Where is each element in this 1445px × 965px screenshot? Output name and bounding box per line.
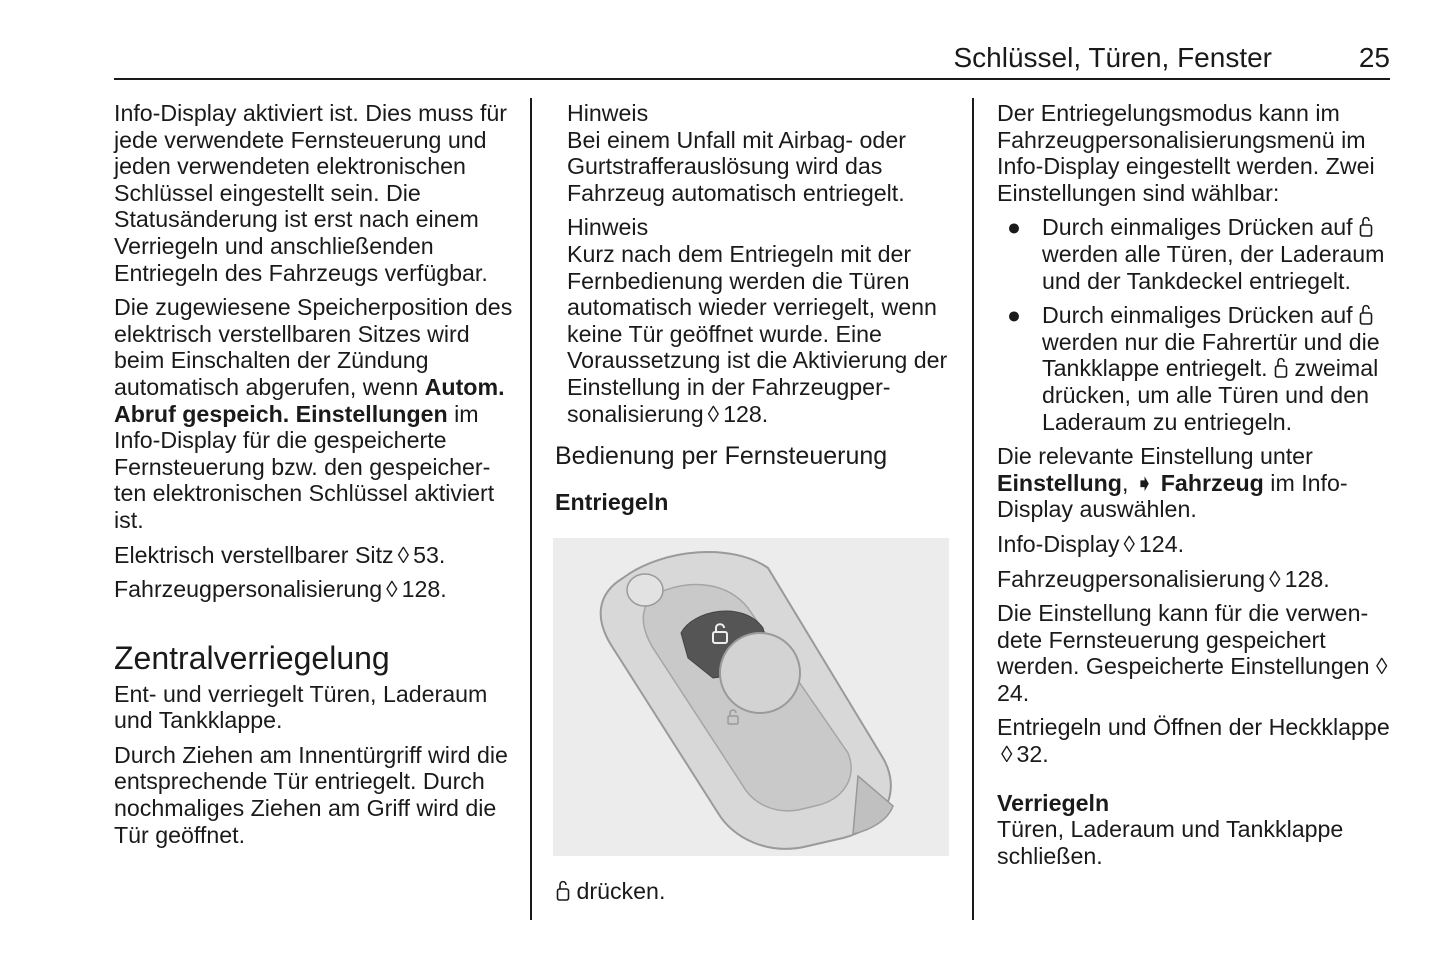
caption-text: drücken.: [576, 878, 666, 904]
text: Entriegeln und Öffnen der Heckklappe: [997, 714, 1390, 741]
ui-label: Autom. Abruf gespeich. Einstellungen: [114, 373, 505, 427]
paragraph: [114, 294, 514, 533]
text: werden alle Türen, der Laderaum und der Tankdeckel entriegelt.: [1042, 240, 1385, 294]
cross-reference[interactable]: [114, 542, 514, 569]
ui-label: Fahrzeug: [1160, 469, 1264, 496]
column-2: [555, 100, 957, 524]
ref-icon: ◊: [1001, 741, 1013, 768]
hint-text: [567, 241, 957, 427]
page-ref: 32.: [1016, 741, 1049, 768]
ref-icon: ◊: [397, 541, 410, 568]
unlock-icon: [556, 880, 570, 902]
hint-box: [567, 214, 957, 427]
paragraph: Türen, Laderaum und Tankklappe schließen.: [997, 816, 1344, 869]
page-ref: 128.: [723, 400, 769, 427]
text: Elektrisch verstellbarer Sitz: [114, 541, 394, 568]
separator: ,: [1121, 469, 1129, 496]
ref-icon: ◊: [386, 576, 398, 603]
unlock-icon: [1274, 357, 1288, 379]
ref-icon: ◊: [1123, 530, 1135, 557]
text: im Info-Display für die gespeicherte Fernsteuerung bzw. den gespeicherten elektronischen Schlüssel aktiviert ist.: [114, 400, 495, 533]
text: im Info-Display auswählen.: [997, 469, 1348, 523]
unlock-icon: [1359, 216, 1373, 238]
paragraph: [997, 600, 1395, 706]
column-divider: [530, 98, 532, 920]
ref-icon: ◊: [707, 400, 720, 427]
text: Die relevante Einstellung unter: [997, 443, 1313, 470]
page-ref: 128.: [401, 576, 447, 603]
hint-box: [567, 100, 957, 206]
list-item: [997, 214, 1395, 294]
page-ref: 124.: [1138, 530, 1185, 557]
text: Fahrzeugpersonalisierung: [114, 576, 383, 603]
text: Die zugewiesene Speicherposition des elektrisch verstellbaren Sitzes wird beim Einschalten der Zündung automatisch abgerufen, wenn: [114, 294, 513, 400]
text: Durch einmaliges Drücken auf: [1042, 214, 1353, 241]
column-divider: [972, 98, 974, 920]
page-title: Schlüssel, Türen, Fenster: [953, 42, 1272, 73]
text: werden nur die Fahrertür und die Tankklappe entriegelt.: [1042, 328, 1380, 382]
paragraph: [997, 443, 1395, 523]
bullet-icon: ●: [1007, 302, 1022, 329]
paragraph: Info-Display aktiviert ist. Dies muss für jede verwendete Fernsteuerung und jeden verwendeten elektronischen Schlüssel eingestellt sein. Die Statusänderung ist erst nach einem Verriegeln und anschließenden Entriegeln des Fahrzeugs verfügbar.: [114, 100, 507, 286]
list-item: [997, 302, 1395, 435]
paragraph: Durch Ziehen am Innentürgriff wird die entsprechende Tür entriegelt. Durch nochmaliges Ziehen am Griff wird die Tür geöffnet.: [114, 741, 508, 848]
page-ref: 24.: [997, 679, 1030, 706]
unlock-icon: [1359, 304, 1373, 326]
text: zweimal drücken, um alle Türen und den Laderaum zu entriegeln.: [1042, 355, 1379, 435]
sub-heading: Entriegeln: [555, 489, 669, 516]
cross-reference[interactable]: [997, 531, 1395, 558]
page-header: [114, 38, 1390, 80]
subsection-heading: Bedienung per Fernsteuerung: [555, 442, 888, 471]
menu-arrow-icon: ➧: [1134, 469, 1155, 496]
bullet-icon: ●: [1007, 214, 1022, 241]
text: Fahrzeugpersonalisierung: [997, 565, 1266, 592]
text: Info-Display: [997, 530, 1120, 557]
ui-label: Einstellung: [997, 469, 1122, 496]
ref-icon: ◊: [1269, 565, 1281, 592]
key-fob-drawing: [553, 538, 949, 856]
key-fob-illustration: [553, 538, 949, 856]
column-1: [114, 100, 514, 856]
text: Die Einstellung kann für die verwendete Fernsteuerung gespeichert werden. Gespeicherte Einstellungen: [997, 600, 1370, 680]
text: Durch einmaliges Drücken auf: [1042, 302, 1353, 329]
page-ref: 128.: [1284, 565, 1330, 592]
hint-title: Hinweis: [567, 100, 649, 126]
text: Kurz nach dem Entriegeln mit der Fernbedienung werden die Türen automatisch wieder verriegelt, wenn keine Tür geöffnet wurde. Eine Voraussetzung ist die Aktivierung der Einstellung in der Fahrzeugpersonalisierung: [567, 240, 948, 427]
paragraph: Der Entriegelungsmodus kann im Fahrzeugpersonalisierungsmenü im Info-Display eingestellt werden. Zwei Einstellungen sind wählbar:: [997, 100, 1375, 206]
round-button: [720, 633, 800, 713]
sub-heading: Verriegeln: [997, 789, 1110, 816]
cross-reference[interactable]: [114, 576, 514, 603]
hint-title: Hinweis: [567, 214, 649, 241]
column-3: [997, 100, 1395, 877]
hint-text: Bei einem Unfall mit Airbag- oder Gurtstrafferauslösung wird das Fahrzeug automatisch entriegelt.: [567, 126, 906, 206]
page-ref: 53.: [413, 541, 446, 568]
key-ring: [627, 574, 663, 606]
page-number: 25: [1358, 42, 1390, 73]
paragraph: Ent- und verriegelt Türen, Laderaum und Tankklappe.: [114, 680, 488, 734]
ref-icon: ◊: [1375, 653, 1388, 680]
paragraph: [997, 714, 1395, 767]
cross-reference[interactable]: [997, 566, 1395, 593]
figure-caption: [556, 878, 665, 905]
section-heading: Zentralverriegelung: [114, 639, 390, 676]
